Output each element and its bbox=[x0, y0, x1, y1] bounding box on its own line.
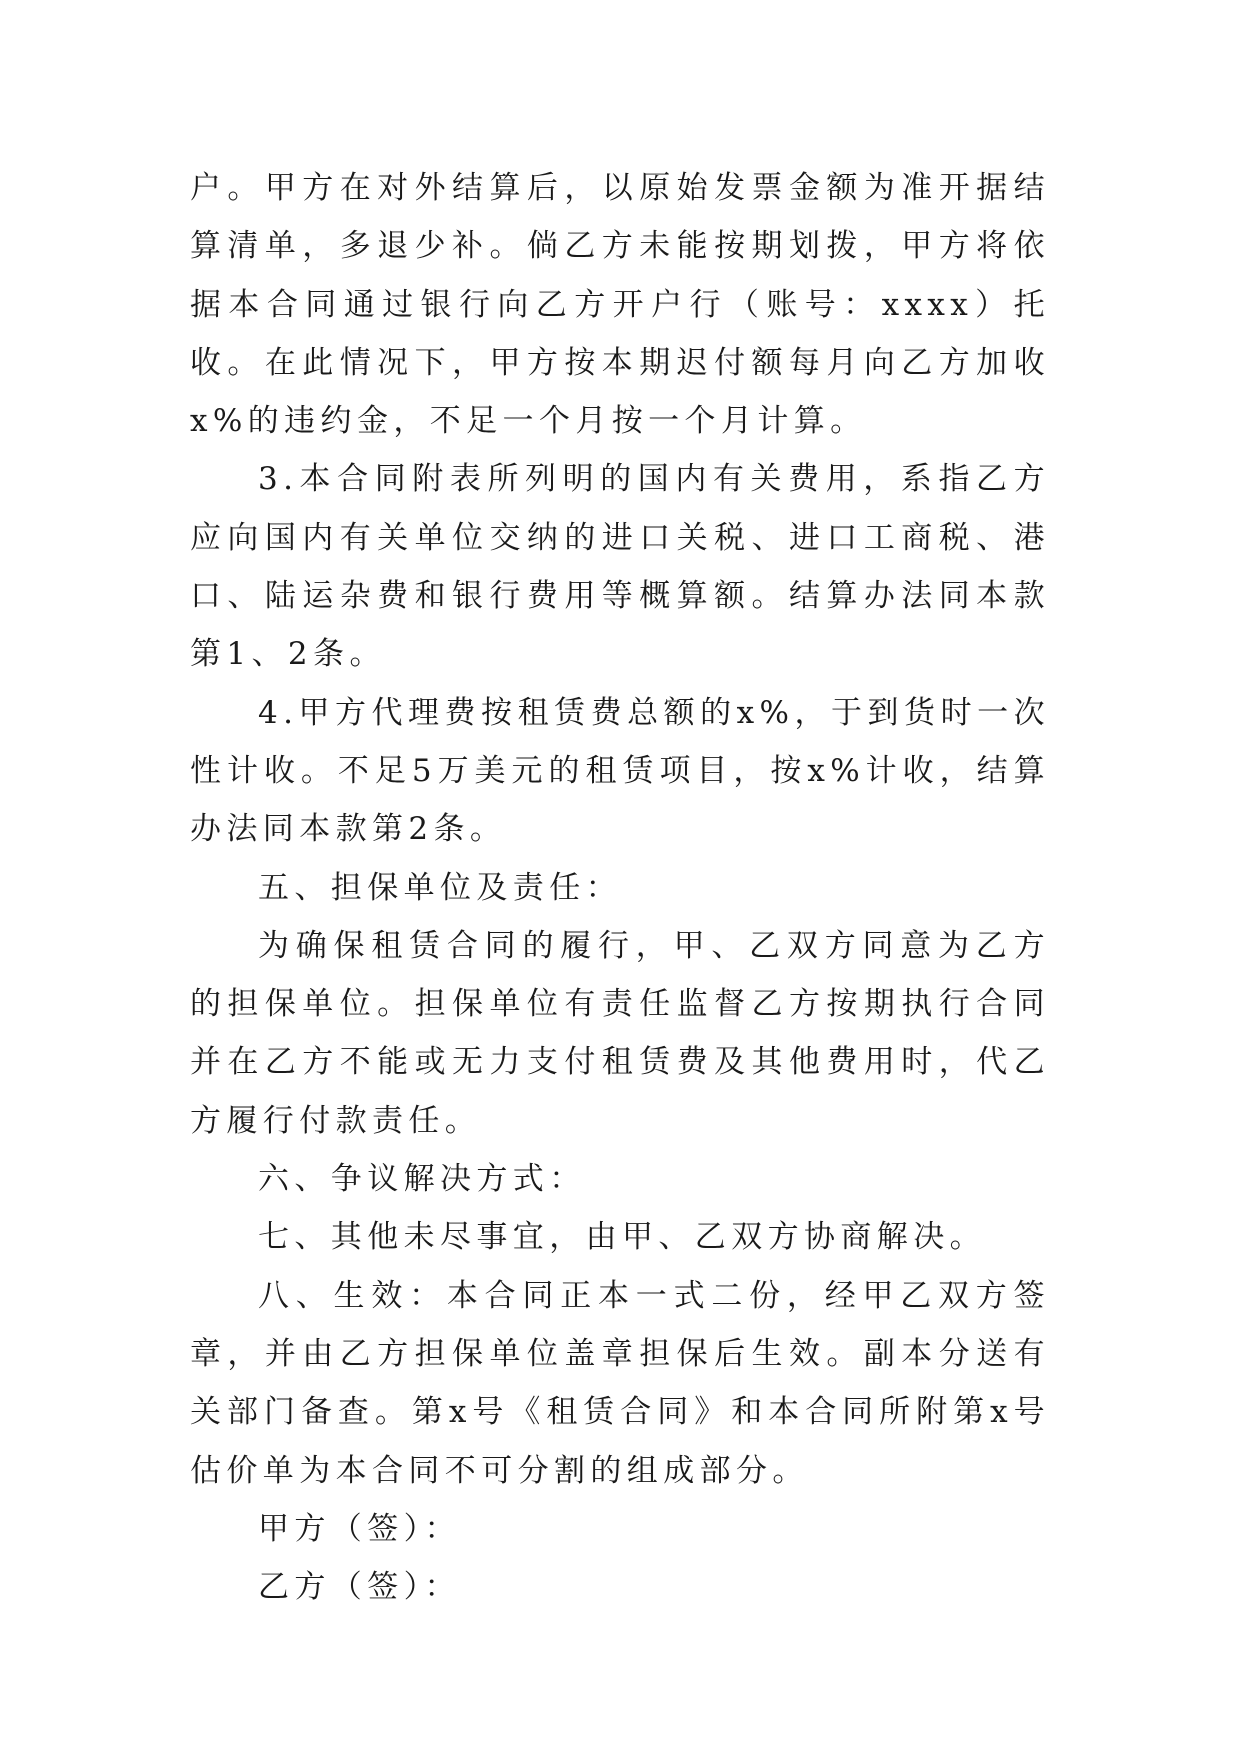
paragraph-settlement-continued: 户。甲方在对外结算后，以原始发票金额为准开据结算清单，多退少补。倘乙方未能按期划拨，甲方将依据本合同通过银行向乙方开户行（账号：xxxx）托收。在此情况下，甲方按本期迟付额每月向乙方加收x%的违约金，不足一个月按一个月计算。 bbox=[190, 170, 1050, 440]
section-other-matters: 七、其他未尽事宜，由甲、乙双方协商解决。 bbox=[258, 1219, 986, 1256]
section-heading-dispute: 六、争议解决方式： bbox=[258, 1161, 586, 1198]
paragraph-guarantor: 为确保租赁合同的履行，甲、乙双方同意为乙方的担保单位。担保单位有责任监督乙方按期执行合同并在乙方不能或无力支付租赁费及其他费用时，代乙方履行付款责任。 bbox=[190, 927, 1050, 1139]
paragraph-clause-3: 3.本合同附表所列明的国内有关费用，系指乙方应向国内有关单位交纳的进口关税、进口工商税、港口、陆运杂费和银行费用等概算额。结算办法同本款第1、2条。 bbox=[190, 461, 1050, 673]
paragraph-clause-4: 4.甲方代理费按租赁费总额的x%，于到货时一次性计收。不足5万美元的租赁项目，按x%计收，结算办法同本款第2条。 bbox=[190, 694, 1050, 848]
signature-party-a: 甲方（签）： bbox=[258, 1510, 461, 1547]
document-body bbox=[190, 159, 1050, 1616]
signature-party-b: 乙方（签）： bbox=[258, 1569, 461, 1606]
section-effectiveness: 八、生效：本合同正本一式二份，经甲乙双方签章，并由乙方担保单位盖章担保后生效。副本分送有关部门备查。第x号《租赁合同》和本合同所附第x号估价单为本合同不可分割的组成部分。 bbox=[190, 1277, 1050, 1489]
section-heading-guarantor: 五、担保单位及责任： bbox=[258, 869, 622, 906]
